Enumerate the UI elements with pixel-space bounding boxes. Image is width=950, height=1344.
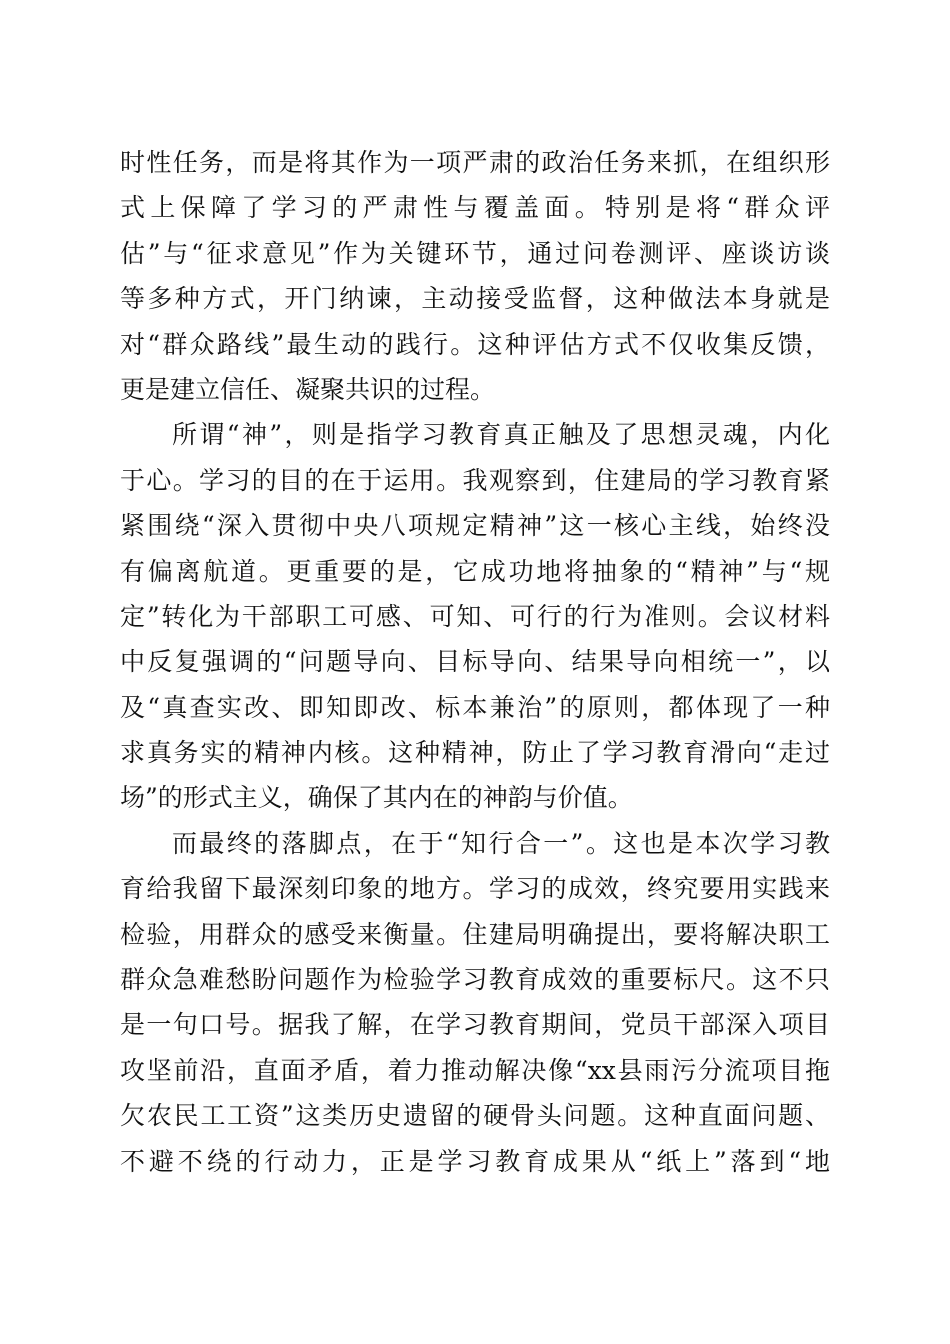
text-line: 及“真查实改、即知即改、标本兼治”的原则，都体现了一种 <box>120 692 830 722</box>
text-line: 更是建立信任、凝聚共识的过程。 <box>120 374 496 404</box>
text-line: 于心。学习的目的在于运用。我观察到，住建局的学习教育紧 <box>120 465 830 495</box>
text-line: 欠农民工工资”这类历史遗留的硬骨头问题。这种直面问题、 <box>120 1101 830 1131</box>
text-line: 紧围绕“深入贯彻中央八项规定精神”这一核心主线，始终没 <box>120 511 830 541</box>
paragraph-3 <box>120 821 830 1184</box>
text-line: 估”与“征求意见”作为关键环节，通过问卷测评、座谈访谈 <box>120 238 830 268</box>
paragraph-2 <box>120 412 830 821</box>
text-line: 攻坚前沿，直面矛盾，着力推动解决像“xx县雨污分流项目拖 <box>120 1055 830 1085</box>
text-line: 求真务实的精神内核。这种精神，防止了学习教育滑向“走过 <box>120 738 830 768</box>
text-line: 式上保障了学习的严肃性与覆盖面。特别是将“群众评 <box>120 193 830 223</box>
text-line: 时性任务，而是将其作为一项严肃的政治任务来抓，在组织形 <box>120 148 830 177</box>
text-line: 而最终的落脚点，在于“知行合一”。这也是本次学习教 <box>172 828 830 858</box>
paragraph-1 <box>120 140 830 412</box>
text-line: 育给我留下最深刻印象的地方。学习的成效，终究要用实践来 <box>120 874 830 904</box>
text-line: 群众急难愁盼问题作为检验学习教育成效的重要标尺。这不只 <box>120 965 830 995</box>
text-line: 中反复强调的“问题导向、目标导向、结果导向相统一”，以 <box>120 647 830 677</box>
text-line: 对“群众路线”最生动的践行。这种评估方式不仅收集反馈， <box>120 329 830 359</box>
text-line: 所谓“神”，则是指学习教育真正触及了思想灵魂，内化 <box>172 420 830 450</box>
text-line: 场”的形式主义，确保了其内在的神韵与价值。 <box>120 783 633 813</box>
text-line: 等多种方式，开门纳谏，主动接受监督，这种做法本身就是 <box>120 284 830 314</box>
text-line: 定”转化为干部职工可感、可知、可行的行为准则。会议材料 <box>120 601 830 631</box>
text-line: 是一句口号。据我了解，在学习教育期间，党员干部深入项目 <box>120 1010 830 1040</box>
text-line: 有偏离航道。更重要的是，它成功地将抽象的“精神”与“规 <box>120 556 830 586</box>
text-line: 检验，用群众的感受来衡量。住建局明确提出，要将解决职工 <box>120 919 830 949</box>
text-line: 不避不绕的行动力，正是学习教育成果从“纸上”落到“地 <box>120 1146 830 1176</box>
body-text <box>120 140 830 1184</box>
